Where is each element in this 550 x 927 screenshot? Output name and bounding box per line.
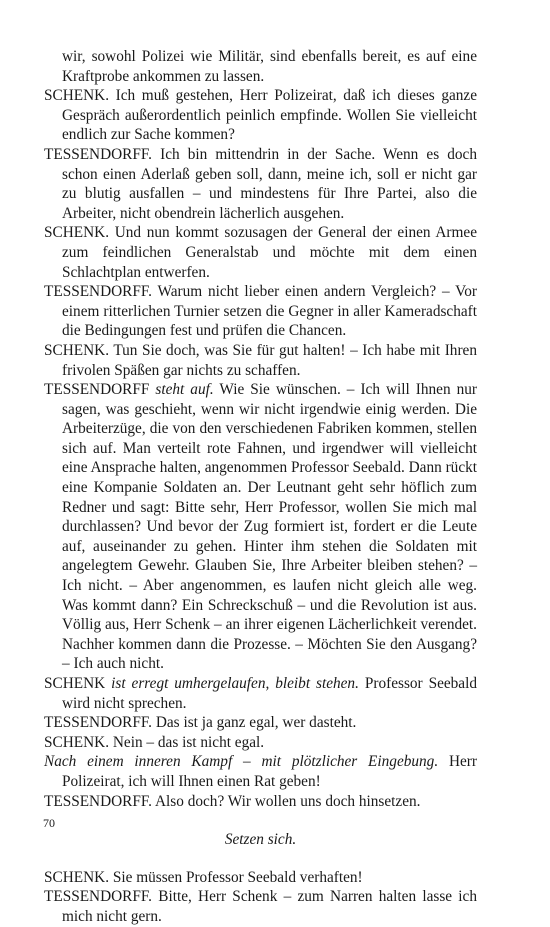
dialogue-text: Also doch? Wir wollen uns doch hinsetzen. <box>155 792 421 810</box>
dialogue-paragraph <box>44 887 477 926</box>
dialogue-text: Wie Sie wünschen. – Ich will Ihnen nur sagen, was geschieht, wenn wir nicht irgendwie einig werden. Die Arbeiterzüge, die von den verschiedenen Fabriken kommen, stellen sich auf. Man verteilt rote Fahnen, und irgendwer will vielleicht eine Ansprache halten, angenommen Professor Seebald. Dann rückt eine Kompanie Soldaten an. Der Leutnant geht sehr höflich zum Redner und sagt: Bitte sehr, Herr Professor, wollen Sie mich mal durchlassen? Und bevor der Zug formiert ist, fordert er die Leute auf, auseinander zu gehen. Hinter ihm stehen die Soldaten mit angelegtem Gewehr. Glauben Sie, Ihre Arbeiter bleiben stehen? – Ich nicht. – Aber angenommen, es laufen nicht gleich alle weg. Was kommt dann? Ein Schreckschuß – und die Revolution ist aus. Völlig aus, Herr Schenk – an ihrer eigenen Lächerlichkeit verendet. Nachher kommen dann die Prozesse. – Möchten Sie den Ausgang? – Ich auch nicht. <box>62 381 478 673</box>
dialogue-paragraph <box>44 47 477 86</box>
dialogue-paragraph <box>44 713 477 733</box>
speaker-name: SCHENK. <box>44 224 110 242</box>
stage-direction-inline: ist erregt umhergelaufen, bleibt stehen. <box>111 675 359 692</box>
page-body <box>44 47 477 927</box>
dialogue-paragraph <box>44 792 477 812</box>
speaker-name: SCHENK. <box>44 733 110 751</box>
speaker-name: TESSENDORFF. <box>44 283 153 301</box>
speaker-name: TESSENDORFF. <box>44 888 153 906</box>
speaker-name: SCHENK. <box>44 87 110 105</box>
dialogue-paragraph <box>44 86 477 145</box>
dialogue-text: Und nun kommt sozusagen der General der einen Armee zum feindlichen Generalstab und möchte mit dem einen Schlachtplan entwerfen. <box>62 224 478 281</box>
dialogue-text: Professor Seebald wird nicht sprechen. <box>62 675 477 712</box>
dialogue-text: Warum nicht lieber einen andern Vergleich? – Vor einem ritterlichen Turnier setzen die Gegner in aller Kameradschaft die Bedingungen fest und prüfen die Chancen. <box>62 283 477 340</box>
dialogue-paragraph <box>44 341 477 380</box>
dialogue-text: Das ist ja ganz egal, wer dasteht. <box>155 714 357 732</box>
speaker-name: SCHENK <box>44 675 106 692</box>
dialogue-paragraph <box>44 674 477 713</box>
dialogue-paragraph <box>44 145 477 223</box>
stage-direction: Setzen sich. <box>224 831 297 849</box>
dialogue-text: Sie müssen Professor Seebald verhaften! <box>112 868 363 886</box>
page-number: 70 <box>43 816 55 830</box>
speaker-name: SCHENK. <box>44 341 110 359</box>
dialogue-text: wir, sowohl Polizei wie Militär, sind ebenfalls bereit, es auf eine Kraftprobe ankommen zu lassen. <box>62 48 477 85</box>
dialogue-paragraph <box>44 868 477 888</box>
speaker-name: SCHENK. <box>44 868 110 886</box>
dialogue-text: Herr Polizeirat, ich will Ihnen einen Rat geben! <box>62 753 477 790</box>
dialogue-text: Nein – das ist nicht egal. <box>112 733 265 751</box>
dialogue-text: Tun Sie doch, was Sie für gut halten! – Ich habe mit Ihren frivolen Späßen gar nichts zu schaffen. <box>62 341 477 379</box>
dialogue-paragraph <box>44 223 477 282</box>
speaker-name: TESSENDORFF <box>44 381 150 399</box>
speaker-name: TESSENDORFF. <box>44 714 153 732</box>
stage-direction-inline: Nach einem inneren Kampf – mit plötzlicher Eingebung. <box>44 753 439 771</box>
dialogue-text: Bitte, Herr Schenk – zum Narren halten lasse ich mich nicht gern. <box>62 888 477 925</box>
dialogue-text: Ich bin mittendrin in der Sache. Wenn es doch schon einen Aderlaß geben soll, dann, meine ich, soll er nicht gar zu blutig ausfallen – und mindestens für Ihre Partei, also die Arbeiter, nicht obendrein lächerlich ausgehen. <box>62 145 477 222</box>
dialogue-paragraph <box>44 282 477 341</box>
stage-direction-inline: steht auf. <box>155 381 214 399</box>
speaker-name: TESSENDORFF. <box>44 792 153 810</box>
speaker-name: TESSENDORFF. <box>44 145 153 163</box>
dialogue-paragraph <box>44 733 477 753</box>
dialogue-paragraph <box>44 752 477 791</box>
dialogue-text: Ich muß gestehen, Herr Polizeirat, daß ich dieses ganze Gespräch außerordentlich peinlich empfinde. Wollen Sie vielleicht endlich zur Sache kommen? <box>62 87 477 144</box>
dialogue-paragraph <box>44 380 477 674</box>
